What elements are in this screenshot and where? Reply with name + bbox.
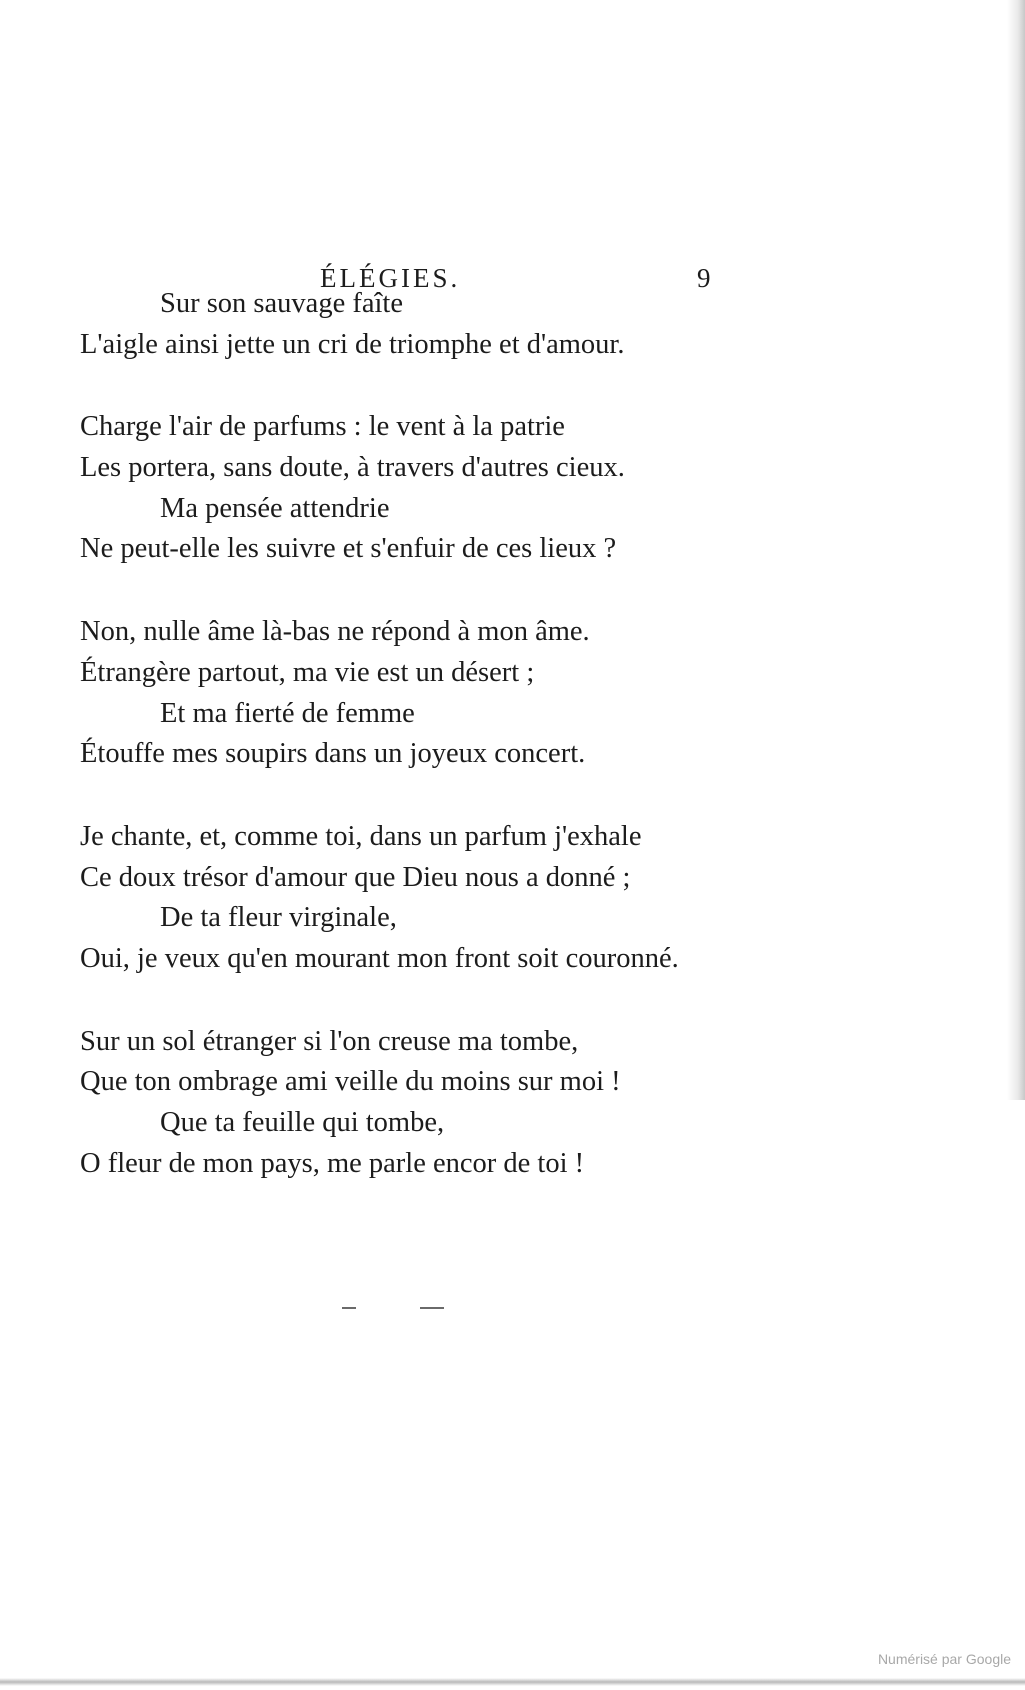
verse-line: Sur un sol étranger si l'on creuse ma tombe, bbox=[80, 1025, 579, 1057]
verse-line: Non, nulle âme là-bas ne répond à mon âme. bbox=[80, 616, 590, 648]
stanza-3 bbox=[80, 612, 720, 775]
verse-line: Sur son sauvage faîte bbox=[160, 288, 403, 319]
stanza-1 bbox=[80, 284, 720, 365]
running-title: ÉLÉGIES. bbox=[320, 263, 461, 293]
verse-line: Charge l'air de parfums : le vent à la patrie bbox=[80, 411, 565, 443]
verse-line: Que ton ombrage ami veille du moins sur moi ! bbox=[80, 1066, 621, 1098]
verse-line: Ce doux trésor d'amour que Dieu nous a donné ; bbox=[80, 861, 631, 893]
verse-line: Les portera, sans doute, à travers d'autres cieux. bbox=[80, 452, 625, 484]
verse-line: Et ma fierté de femme bbox=[160, 697, 415, 729]
verse-line: Que ta feuille qui tombe, bbox=[160, 1107, 445, 1138]
page-bottom-edge bbox=[0, 1678, 1025, 1686]
stanza-5 bbox=[80, 1022, 720, 1185]
verse-line: Étrangère partout, ma vie est un désert ; bbox=[80, 656, 535, 688]
verse-line: Ma pensée attendrie bbox=[160, 492, 390, 524]
verse-line: Étouffe mes soupirs dans un joyeux concert. bbox=[80, 738, 586, 770]
stanza-2 bbox=[80, 407, 720, 570]
end-ornament-right bbox=[420, 1307, 444, 1309]
verse-line: De ta fleur virginale, bbox=[160, 902, 397, 934]
stanza-4 bbox=[80, 817, 720, 980]
verse-line: Oui, je veux qu'en mourant mon front soit couronné. bbox=[80, 942, 679, 974]
verse-line: Ne peut-elle les suivre et s'enfuir de ces lieux ? bbox=[80, 533, 617, 565]
verse-line: Je chante, et, comme toi, dans un parfum j'exhale bbox=[80, 820, 642, 852]
page-gutter-shadow bbox=[1007, 0, 1025, 1100]
end-ornament-left bbox=[342, 1307, 356, 1309]
digitization-watermark: Numérisé par Google bbox=[877, 1651, 1011, 1667]
verse-line: O fleur de mon pays, me parle encor de toi ! bbox=[80, 1147, 585, 1179]
poem bbox=[80, 284, 720, 1226]
page-number: 9 bbox=[697, 263, 711, 293]
verse-line: L'aigle ainsi jette un cri de triomphe et d'amour. bbox=[80, 328, 625, 360]
